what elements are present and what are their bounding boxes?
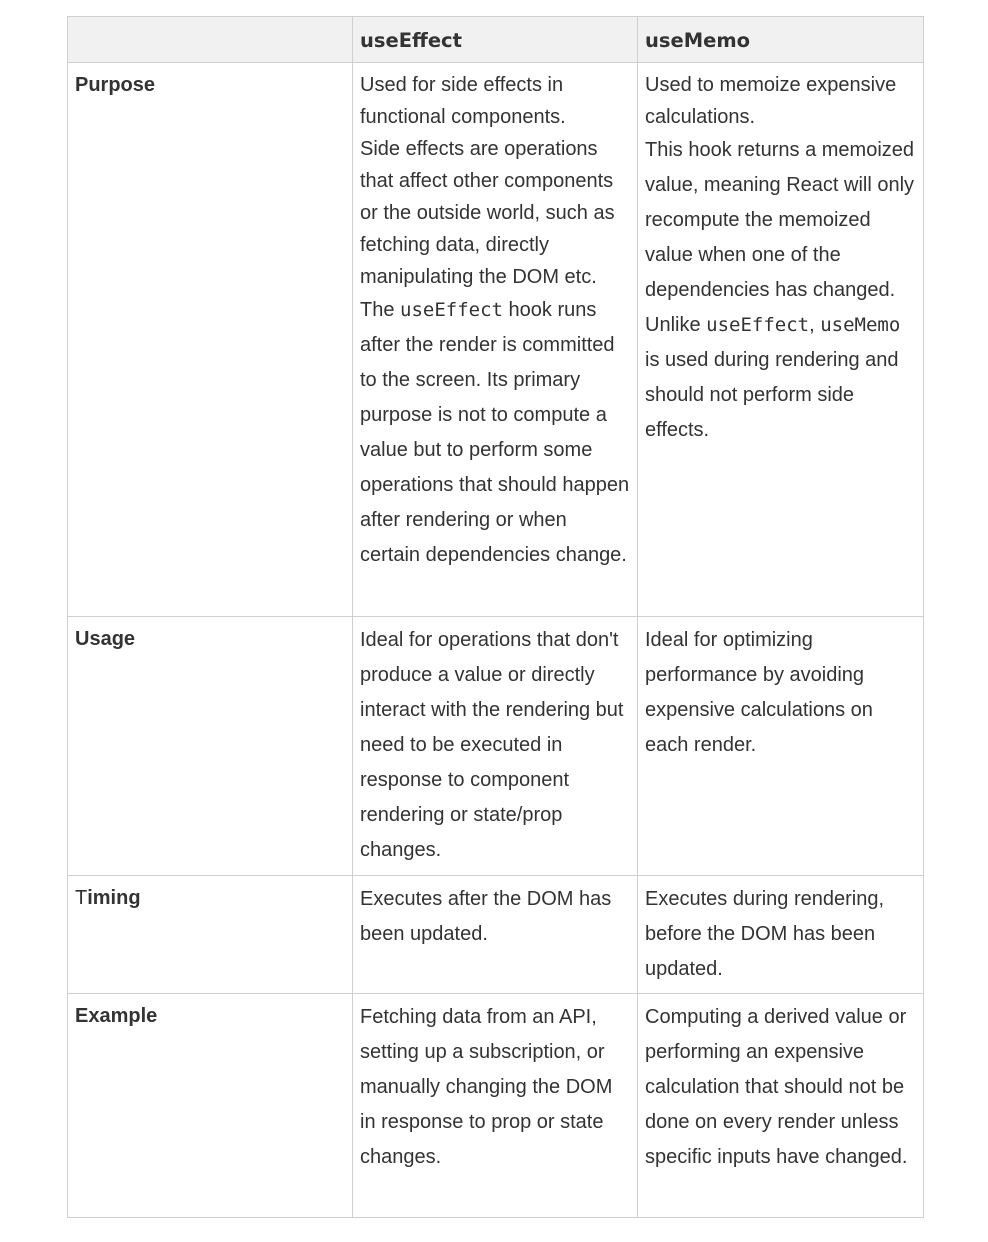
purpose-useeffect-para2: Side effects are operations that affect other components or the outside world, such as fetching data, directly manipulating the DOM etc.	[360, 138, 615, 288]
header-usememo: useMemo	[638, 17, 924, 63]
cell-example-useeffect: Fetching data from an API, setting up a subscription, or manually changing the DOM in response to prop or state changes.	[353, 994, 638, 1218]
header-empty-cell	[68, 17, 353, 63]
purpose-useeffect-para3	[360, 293, 631, 573]
cell-timing-usememo: Executes during rendering, before the DOM has been updated.	[638, 876, 924, 994]
cell-usage-useeffect: Ideal for operations that don't produce a value or directly interact with the rendering but need to be executed in response to component rendering or state/prop changes.	[353, 617, 638, 876]
table-row-purpose	[68, 63, 924, 617]
cell-usage-usememo: Ideal for optimizing performance by avoiding expensive calculations on each render.	[638, 617, 924, 876]
row-label-purpose: Purpose	[68, 63, 353, 617]
header-useeffect: useEffect	[353, 17, 638, 63]
header-row	[68, 17, 924, 63]
cell-example-usememo: Computing a derived value or performing an expensive calculation that should not be done on every render unless specific inputs have changed.	[638, 994, 924, 1218]
table-row-timing	[68, 876, 924, 994]
row-label-timing	[68, 876, 353, 994]
purpose-usememo-text-before: This hook returns a memoized value, meaning React will only recompute the memoized value when one of the dependencies has changed. Unlike	[645, 139, 915, 336]
cell-timing-useeffect: Executes after the DOM has been updated.	[353, 876, 638, 994]
row-label-timing-rest: iming	[87, 887, 141, 909]
code-usememo: useMemo	[820, 314, 901, 336]
purpose-usememo-separator: ,	[809, 314, 821, 336]
cell-purpose-useeffect	[353, 63, 638, 617]
table-header	[68, 17, 924, 63]
table-row-example	[68, 994, 924, 1218]
table-body	[68, 63, 924, 1218]
purpose-useeffect-text-after: hook runs after the render is committed to the screen. Its primary purpose is not to compute a value but to perform some operations that should happen after rendering or when certain dependencies change.	[360, 299, 630, 566]
purpose-useeffect-text-before: The	[360, 299, 401, 321]
comparison-table	[67, 16, 924, 1218]
row-label-timing-first-letter: T	[75, 887, 88, 909]
purpose-usememo-para1: Used to memoize expensive calculations.	[645, 74, 897, 128]
row-label-usage: Usage	[68, 617, 353, 876]
cell-purpose-usememo	[638, 63, 924, 617]
purpose-usememo-text-after: is used during rendering and should not perform side effects.	[645, 349, 899, 441]
row-label-example: Example	[68, 994, 353, 1218]
code-useeffect: useEffect	[400, 299, 503, 321]
purpose-usememo-para2	[645, 133, 917, 448]
purpose-useeffect-para1: Used for side effects in functional components.	[360, 74, 566, 128]
table-row-usage	[68, 617, 924, 876]
code-useeffect: useEffect	[706, 314, 810, 336]
